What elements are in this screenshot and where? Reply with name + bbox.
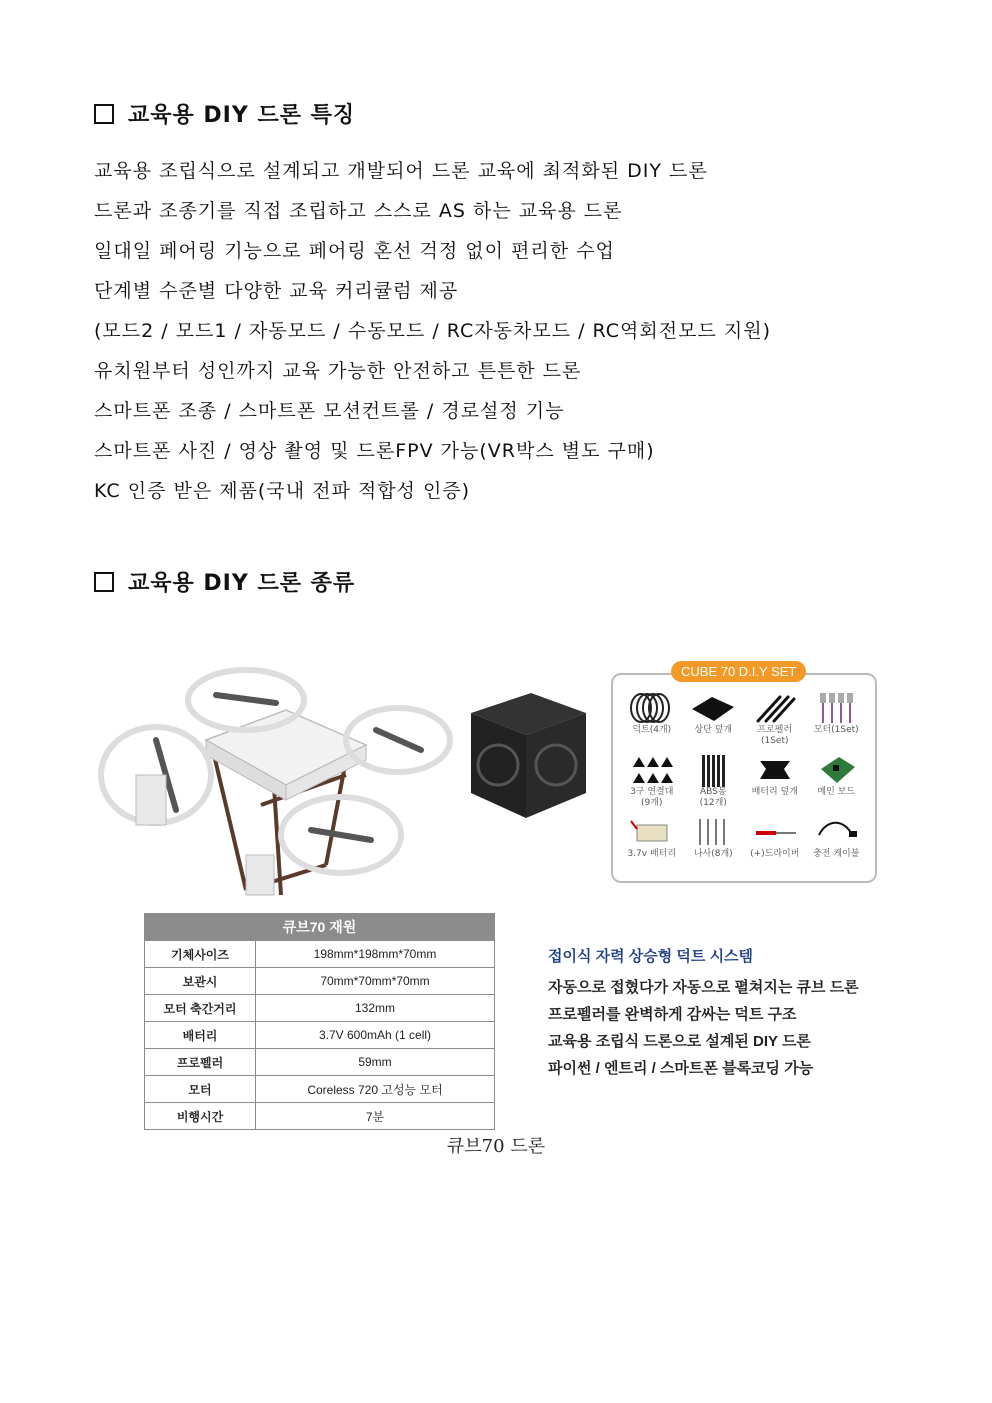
feature-item: 스마트폰 사진 / 영상 촬영 및 드론FPV 가능(VR박스 별도 구매)	[94, 440, 655, 462]
kit-item-top-cover	[683, 691, 745, 753]
feature-item: 일대일 페어링 기능으로 페어링 혼선 걱정 없이 편리한 수업	[94, 240, 615, 262]
spec-table	[144, 913, 495, 1130]
product-description	[548, 945, 859, 1082]
feature-item: 유치원부터 성인까지 교육 가능한 안전하고 튼튼한 드론	[94, 360, 582, 382]
battery-cover-icon	[750, 753, 800, 787]
spec-key: 기체사이즈	[145, 941, 256, 968]
feature-item: (모드2 / 모드1 / 자동모드 / 수동모드 / RC자동차모드 / RC역회전모드 지원)	[94, 320, 771, 342]
screwdriver-icon	[750, 815, 800, 849]
kit-item-main-board	[806, 753, 868, 815]
connector-icon	[627, 753, 677, 787]
kit-item-label: 3구 연결대 (9개)	[630, 787, 674, 808]
spec-key: 모터 축간거리	[145, 995, 256, 1022]
section-heading-types	[94, 566, 355, 597]
product-figure	[96, 645, 886, 1125]
description-line: 교육용 조립식 드론으로 설계된 DIY 드론	[548, 1033, 811, 1050]
feature-item: 드론과 조종기를 직접 조립하고 스스로 AS 하는 교육용 드론	[94, 200, 623, 222]
table-row	[145, 1103, 495, 1130]
table-row	[145, 1049, 495, 1076]
kit-item-propeller	[744, 691, 806, 753]
spec-key: 프로펠러	[145, 1049, 256, 1076]
spec-value: 198mm*198mm*70mm	[256, 941, 495, 968]
feature-item: 교육용 조립식으로 설계되고 개발되어 드론 교육에 최적화된 DIY 드론	[94, 160, 708, 182]
main-board-icon	[811, 753, 861, 787]
diy-set-panel	[611, 664, 877, 883]
kit-item-label: 메인 보드	[817, 787, 856, 797]
kit-item-label: 상단 덮개	[694, 725, 733, 735]
figure-caption: 큐브70 드론	[446, 1136, 546, 1157]
spec-value: 59mm	[256, 1049, 495, 1076]
description-line: 자동으로 접혔다가 자동으로 펼쳐지는 큐브 드론	[548, 979, 859, 996]
drone-image	[96, 655, 456, 905]
charging-cable-icon	[811, 815, 861, 849]
feature-list	[94, 154, 771, 514]
table-row	[145, 968, 495, 995]
heading-text: 교육용 DIY 드론 특징	[128, 103, 356, 128]
kit-item-label: 배터리 덮개	[751, 787, 798, 797]
spec-key: 모터	[145, 1076, 256, 1103]
spec-value: Coreless 720 고성능 모터	[256, 1076, 495, 1103]
kit-item-motor	[806, 691, 868, 753]
feature-item: 스마트폰 조종 / 스마트폰 모션컨트롤 / 경로설정 기능	[94, 400, 565, 422]
abs-rod-icon	[688, 753, 738, 787]
kit-item-battery-cover	[744, 753, 806, 815]
table-row	[145, 1022, 495, 1049]
checkbox-square-icon	[94, 104, 114, 124]
kit-item-screwdriver	[744, 815, 806, 877]
kit-item-label: 덕트(4개)	[632, 725, 672, 735]
kit-item-label: (+)드라이버	[750, 849, 800, 859]
description-line: 프로펠러를 완벽하게 감싸는 덕트 구조	[548, 1006, 797, 1023]
section-heading-features	[94, 98, 355, 129]
propeller-icon	[750, 691, 800, 725]
kit-item-battery	[621, 815, 683, 877]
folded-cube-image	[461, 683, 591, 823]
spec-key: 보관시	[145, 968, 256, 995]
kit-item-label: 모터(1Set)	[813, 725, 859, 735]
kit-item-connector	[621, 753, 683, 815]
kit-item-abs-rod	[683, 753, 745, 815]
description-line: 파이썬 / 엔트리 / 스마트폰 블록코딩 가능	[548, 1060, 814, 1077]
spec-value: 3.7V 600mAh (1 cell)	[256, 1022, 495, 1049]
feature-item: KC 인증 받은 제품(국내 전파 적합성 인증)	[94, 480, 471, 502]
duct-icon	[627, 691, 677, 725]
table-row	[145, 995, 495, 1022]
kit-item-screw	[683, 815, 745, 877]
kit-item-label: 3.7v 배터리	[627, 849, 677, 859]
kit-item-label: 프로펠러(1Set)	[757, 725, 793, 746]
table-row	[145, 941, 495, 968]
kit-item-label: 충전 케이블	[813, 849, 860, 859]
diy-set-title: CUBE 70 D.I.Y SET	[671, 661, 806, 682]
spec-value: 70mm*70mm*70mm	[256, 968, 495, 995]
screw-icon	[688, 815, 738, 849]
kit-item-label: 나사(8개)	[693, 849, 733, 859]
heading-text: 교육용 DIY 드론 종류	[128, 571, 356, 596]
kit-item-duct	[621, 691, 683, 753]
spec-value: 7분	[256, 1103, 495, 1130]
spec-key: 배터리	[145, 1022, 256, 1049]
kit-item-label: ABS봉 (12개)	[699, 787, 727, 808]
table-row	[145, 1076, 495, 1103]
feature-item: 단계별 수준별 다양한 교육 커리큘럼 제공	[94, 280, 459, 302]
spec-value: 132mm	[256, 995, 495, 1022]
spec-key: 비행시간	[145, 1103, 256, 1130]
kit-item-charging-cable	[806, 815, 868, 877]
checkbox-square-icon	[94, 572, 114, 592]
motor-icon	[811, 691, 861, 725]
top-cover-icon	[688, 691, 738, 725]
description-title: 접이식 자력 상승형 덕트 시스템	[548, 948, 754, 965]
battery-icon	[627, 815, 677, 849]
spec-table-title: 큐브70 재원	[145, 914, 495, 941]
